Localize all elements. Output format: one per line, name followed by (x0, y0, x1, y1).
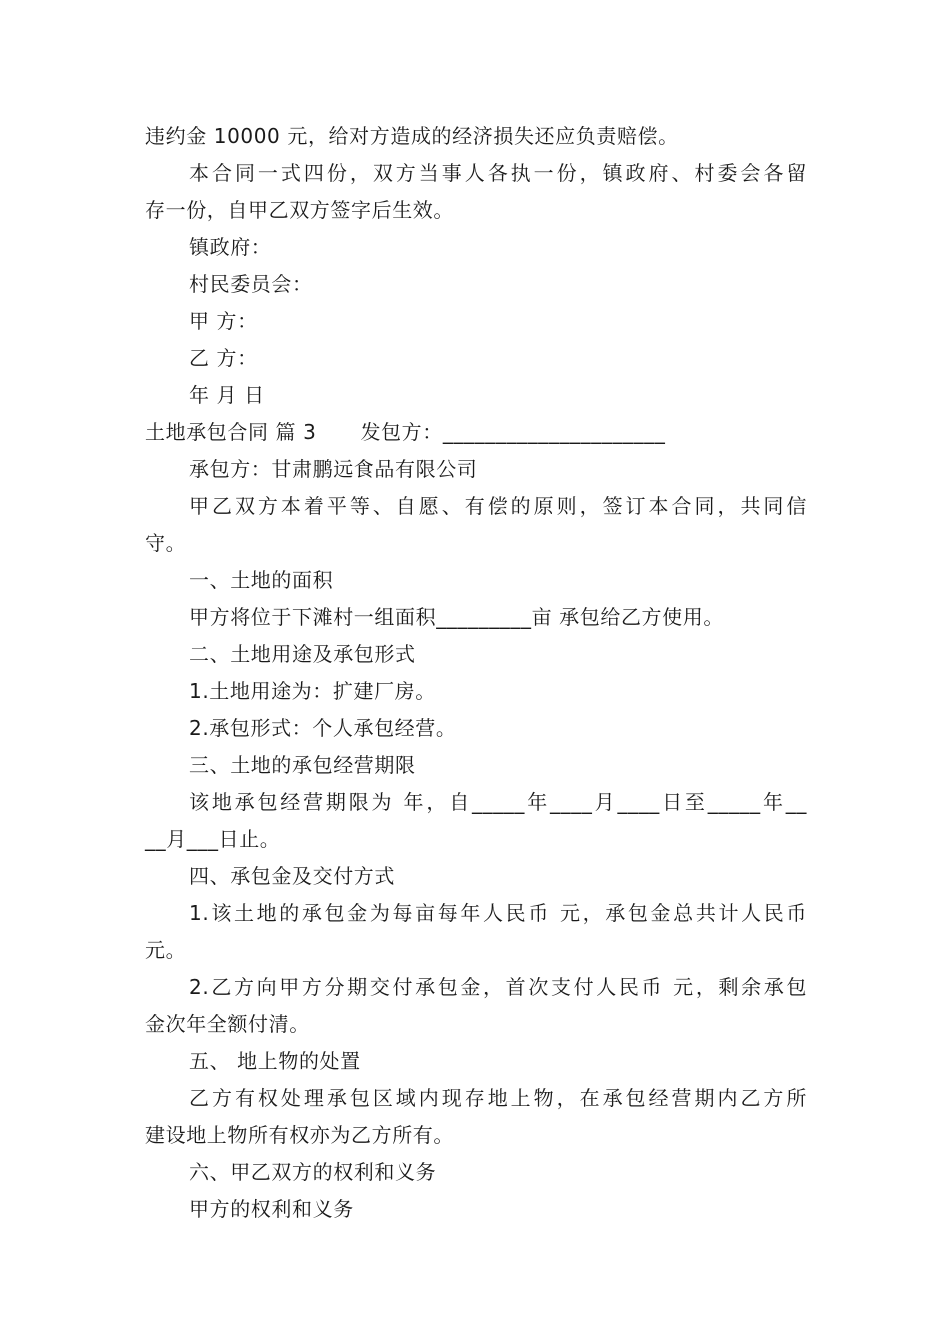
document-page (145, 118, 807, 1228)
text-line: 金次年全额付清。 (145, 1012, 310, 1036)
text-line: 存一份，自甲乙双方签字后生效。 (145, 198, 454, 222)
text-line: __月___日止。 (145, 827, 281, 851)
issuer-field: 发包方：_____________________ (360, 420, 666, 444)
document-body (145, 118, 807, 1228)
text-line: 村民委员会： (189, 272, 313, 296)
text-line: 1.土地用途为：扩建厂房。 (189, 679, 436, 703)
text-line: 乙 方： (189, 346, 258, 370)
text-line: 元。 (145, 938, 187, 962)
section-title: 土地承包合同 篇 3 (145, 420, 317, 444)
text-line: 一、土地的面积 (189, 568, 334, 592)
text-line: 守。 (145, 531, 187, 555)
section-heading-line (145, 414, 807, 451)
text-line: 2.乙方向甲方分期交付承包金，首次支付人民币 元，剩余承包 (189, 975, 807, 999)
text-line: 六、甲乙双方的权利和义务 (189, 1160, 437, 1184)
text-line: 甲方将位于下滩村一组面积_________亩 承包给乙方使用。 (189, 605, 724, 629)
text-line: 1.该土地的承包金为每亩每年人民币 元，承包金总共计人民币 (189, 901, 807, 925)
text-line: 三、土地的承包经营期限 (189, 753, 416, 777)
text-line: 五、 地上物的处置 (189, 1049, 361, 1073)
text-line: 建设地上物所有权亦为乙方所有。 (145, 1123, 454, 1147)
text-line: 本合同一式四份，双方当事人各执一份，镇政府、村委会各留 (189, 161, 807, 185)
text-line: 违约金 10000 元，给对方造成的经济损失还应负责赔偿。 (145, 124, 679, 148)
text-line: 甲乙双方本着平等、自愿、有偿的原则，签订本合同，共同信 (189, 494, 807, 518)
text-line: 该地承包经营期限为 年，自_____年____月____日至_____年__ (189, 790, 807, 814)
text-line: 甲方的权利和义务 (189, 1197, 354, 1221)
text-line: 2.承包形式：个人承包经营。 (189, 716, 457, 740)
text-line: 甲 方： (189, 309, 258, 333)
text-line: 镇政府： (189, 235, 272, 259)
text-line: 四、承包金及交付方式 (189, 864, 395, 888)
text-line: 乙方有权处理承包区域内现存地上物，在承包经营期内乙方所 (189, 1086, 807, 1110)
text-line: 二、土地用途及承包形式 (189, 642, 416, 666)
text-line: 年 月 日 (189, 383, 265, 407)
text-line: 承包方：甘肃鹏远食品有限公司 (189, 457, 478, 481)
